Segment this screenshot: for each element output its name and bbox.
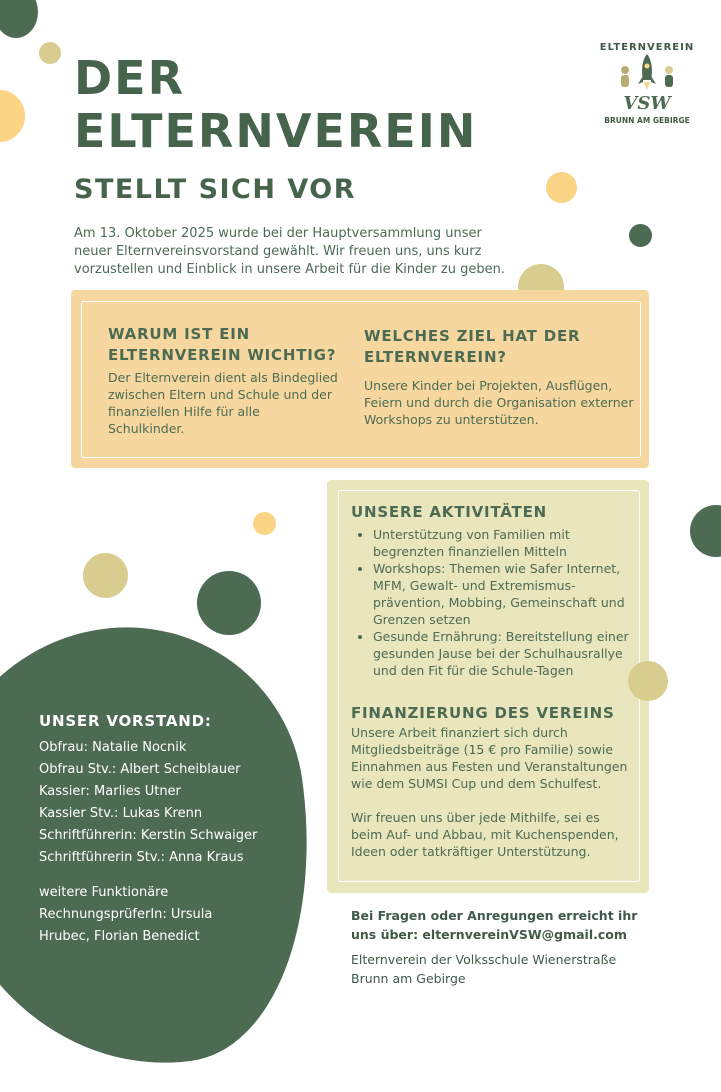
logo-mark-text: VSW	[623, 93, 671, 114]
decor-dot	[628, 661, 668, 701]
board-list	[39, 737, 257, 948]
decor-dot	[197, 571, 261, 635]
decor-dot	[253, 512, 276, 535]
board-member: Schriftführerin: Kerstin Schwaiger	[39, 828, 258, 843]
decor-dot	[690, 505, 721, 557]
logo	[596, 32, 698, 132]
finance-text: Unsere Arbeit finanziert sich durch Mitgliedsbeiträge (15 € pro Familie) sowie Einnahmen aus Festen und Veranstaltungen wie dem SUMSI Cup und dem Schulfest.	[351, 725, 628, 791]
goal-text: Unsere Kinder bei Projekten, Ausflügen, Feiern und durch die Organisation externer Workshops zu unterstützen.	[364, 378, 634, 427]
finance-section	[351, 703, 629, 860]
decor-dot	[39, 42, 61, 64]
board-extra-heading: weitere Funktionäre	[39, 885, 169, 900]
board-member: Kassier: Marlies Utner	[39, 784, 181, 799]
why-heading-line1: WARUM IST EIN	[108, 325, 250, 343]
board-member: Schriftführerin Stv.: Anna Kraus	[39, 850, 244, 865]
footer-text	[351, 950, 641, 988]
intro-text: Am 13. Oktober 2025 wurde bei der Hauptversammlung unser neuer Elternvereinsvorstand gewählt. Wir freuen uns, uns kurz vorzustellen und Einblick in unsere Arbeit für die Kinder zu geben.	[74, 226, 505, 277]
decor-dot	[629, 224, 652, 247]
activities-heading: UNSERE AKTIVITÄTEN	[351, 503, 547, 521]
list-item: • Workshops: Themen wie Safer Internet, MFM, Gewalt- und Extremismus-prävention, Mobbing, Gemeinschaft und Grenzen setzen	[373, 560, 633, 628]
contact-email-line[interactable]: uns über: elternvereinVSW@gmail.com	[351, 927, 627, 942]
logo-top-text: ELTERNVEREIN	[599, 42, 695, 53]
board-member: Kassier Stv.: Lukas Krenn	[39, 806, 203, 821]
goal-heading-line1: WELCHES ZIEL HAT DER	[364, 327, 581, 345]
contact-line: Bei Fragen oder Anregungen erreicht ihr	[351, 908, 638, 923]
decor-dot	[546, 172, 577, 203]
list-item: • Gesunde Ernährung: Bereitstellung einer gesunden Jause bei der Schulhausrallye und den Fit für die Schule-Tagen	[373, 628, 633, 679]
list-item: • Unterstützung von Familien mit begrenzten finanziellen Mitteln	[373, 526, 633, 560]
decor-dot	[0, 90, 25, 142]
contact-text	[351, 906, 641, 944]
title-line2: ELTERNVEREIN	[74, 104, 478, 158]
finance-heading: FINANZIERUNG DES VEREINS	[351, 704, 615, 722]
board-member: Obfrau: Natalie Nocnik	[39, 740, 187, 755]
goal-section	[364, 326, 634, 428]
title-line1: DER	[74, 51, 186, 105]
why-text: Der Elternverein dient als Bindeglied zwischen Eltern und Schule und der finanziellen Hilfe für alle Schulkinder.	[108, 370, 338, 436]
board-heading: UNSER VORSTAND:	[39, 712, 212, 730]
finance-help-text: Wir freuen uns über jede Mithilfe, sei es beim Auf- und Abbau, mit Kuchenspenden, Ideen oder tatkräftiger Unterstützung.	[351, 810, 619, 859]
subtitle: STELLT SICH VOR	[74, 174, 357, 205]
board-extra-line: RechnungsprüferIn: Ursula	[39, 907, 213, 922]
board-member: Obfrau Stv.: Albert Scheiblauer	[39, 762, 241, 777]
board-extra-line: Hrubec, Florian Benedict	[39, 929, 200, 944]
footer-line: Elternverein der Volksschule Wienerstraße	[351, 952, 617, 967]
why-heading-line2: ELTERNVEREIN WICHTIG?	[108, 346, 337, 364]
logo-graphic	[596, 32, 698, 132]
footer-line: Brunn am Gebirge	[351, 971, 466, 986]
activities-section	[351, 502, 633, 679]
decor-dot	[0, 0, 38, 38]
activities-list	[351, 526, 633, 679]
why-section	[108, 324, 348, 437]
decor-dot	[83, 553, 128, 598]
logo-bottom-text: BRUNN AM GEBIRGE	[604, 116, 690, 125]
goal-heading-line2: ELTERNVEREIN?	[364, 348, 507, 366]
